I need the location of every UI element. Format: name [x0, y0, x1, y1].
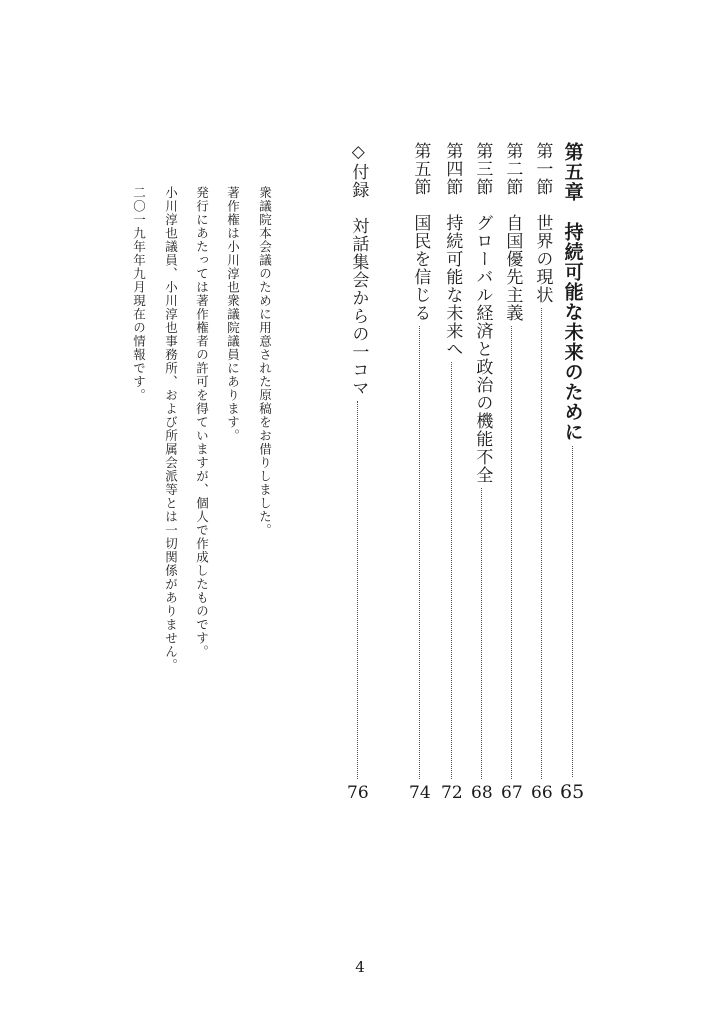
toc-leader	[511, 326, 512, 779]
page-number: 4	[355, 958, 365, 976]
note-line-2: 著作権は小川淳也衆議院議員にあります。	[225, 186, 241, 443]
toc-section-label: 第四節 持続可能な未来へ	[442, 142, 463, 358]
toc-chapter[interactable]	[560, 142, 584, 802]
toc-leader	[572, 446, 573, 777]
toc-appendix-label: ◇付録 対話集会からの一コマ	[348, 142, 369, 397]
note-line-5: 二〇一九年年九月現在の情報です。	[131, 186, 147, 402]
toc-leader	[451, 362, 452, 779]
toc-section-5[interactable]	[409, 142, 431, 802]
toc-chapter-label: 第五章 持続可能な未来のために	[561, 142, 584, 442]
toc-appendix-page: 76	[347, 783, 369, 803]
toc-section-label: 第三節 グローバル経済と政治の機能不全	[472, 142, 493, 484]
toc-section-page: 66	[531, 783, 553, 803]
note-line-3: 発行にあたっては著作権者の許可を得ていますが、個人で作成したものです。	[194, 186, 210, 659]
note-line-1: 衆議院本会議のために用意された原稿をお借りしました。	[257, 186, 273, 537]
note-line-4: 小川淳也議員、小川淳也事務所、および所属会派等とは一切関係がありません。	[163, 186, 179, 672]
toc-section-page: 67	[501, 783, 523, 803]
toc-chapter-page: 65	[560, 781, 585, 803]
toc-section-page: 72	[441, 783, 463, 803]
toc-section-3[interactable]	[471, 142, 493, 802]
toc-leader	[357, 401, 358, 779]
toc-section-page: 68	[471, 783, 493, 803]
toc-leader	[541, 308, 542, 779]
toc-leader	[419, 326, 420, 779]
toc-leader	[481, 488, 482, 779]
toc-section-label: 第一節 世界の現状	[532, 142, 553, 304]
toc-appendix[interactable]	[347, 142, 369, 802]
toc-section-4[interactable]	[441, 142, 463, 802]
toc-section-2[interactable]	[501, 142, 523, 802]
toc-section-1[interactable]	[531, 142, 553, 802]
toc-section-label: 第二節 自国優先主義	[502, 142, 523, 322]
toc-section-page: 74	[409, 783, 431, 803]
toc-section-label: 第五節 国民を信じる	[410, 142, 431, 322]
